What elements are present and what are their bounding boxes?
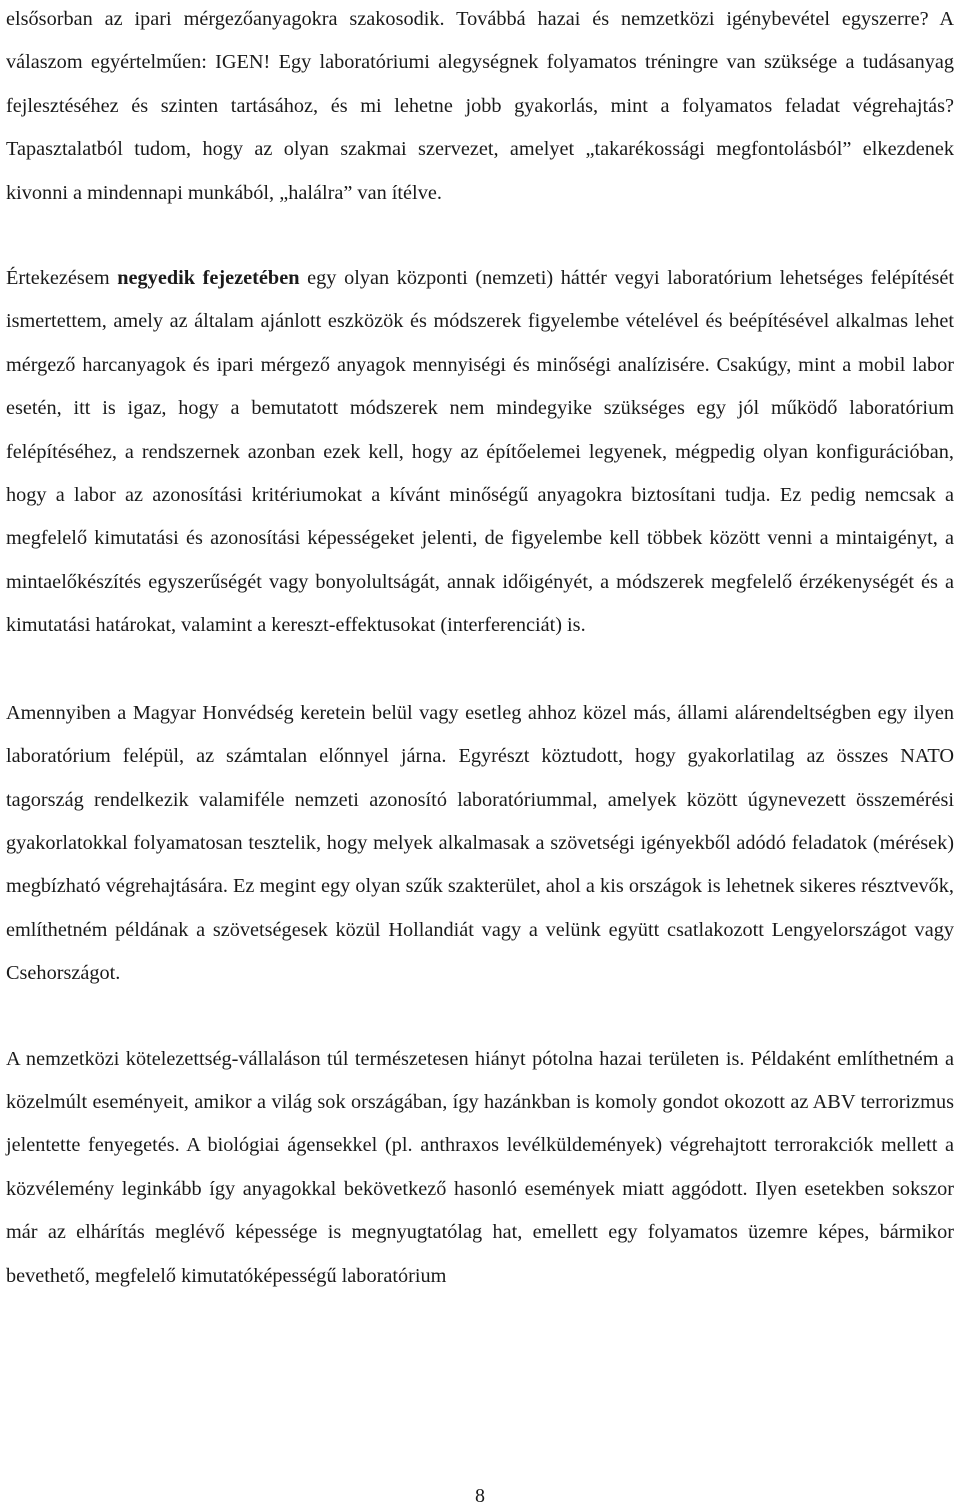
paragraph-spacer xyxy=(6,215,954,257)
paragraph-2 xyxy=(6,257,954,648)
document-page xyxy=(6,0,954,1298)
paragraph-2-text: egy olyan központi (nemzeti) háttér vegyi laboratórium lehetséges felépítését ismertettem, amely az általam ajánlott eszközök és módszerek figyelembe vételével és beépítésével alkalmas lehet mérgező harcanyagok és ipari mérgező anyagok mennyiségi és minőségi analízisére. Csakúgy, mint a mobil labor esetén, itt is igaz, hogy a bemutatott módszerek nem mindegyike szükséges egy jól működő laboratórium felépítéséhez, a rendszernek azonban ezek kell, hogy az építőelemei legyenek, mégpedig olyan konfigurációban, hogy a labor az azonosítási kritériumokat a kívánt minőségű anyagokra biztosítani tudja. Ez pedig nemcsak a megfelelő kimutatási és azonosítási képességeket jelenti, de figyelembe kell többek között venni a mintaigényt, a mintaelőkészítés egyszerűségét vagy bonyolultságát, annak időigényét, a módszerek megfelelő érzékenységét és a kimutatási határokat, valamint a kereszt-effektusokat (interferenciát) is. xyxy=(6,267,954,637)
page-number: 8 xyxy=(475,1485,485,1507)
paragraph-2-bold: negyedik fejezetében xyxy=(117,267,300,290)
paragraph-1 xyxy=(6,0,954,215)
paragraph-4-text: A nemzetközi kötelezettség-vállaláson túl természetesen hiányt pótolna hazai területen is. Példaként említhetném a közelmúlt eseményeit, amikor a világ sok országában, így hazánkban is komoly gondot okozott az ABV terrorizmus jelentette fenyegetés. A biológiai ágensekkel (pl. anthraxos levélküldemények) végrehajtott terrorakciók mellett a közvélemény leginkább így anyagokkal bekövetkező hasonló események miatt aggódott. Ilyen esetekben sokszor már az elhárítás meglévő képessége is megnyugtatólag hat, emellett egy folyamatos üzemre képes, bármikor bevethető, megfelelő kimutatóképességű laboratórium xyxy=(6,1047,954,1287)
paragraph-spacer xyxy=(6,996,954,1038)
paragraph-4 xyxy=(6,1038,954,1298)
paragraph-3-text: Amennyiben a Magyar Honvédség keretein belül vagy esetleg ahhoz közel más, állami alárendeltségben egy ilyen laboratórium felépül, az számtalan előnnyel járna. Egyrészt köztudott, hogy gyakorlatilag az összes NATO tagország rendelkezik valamiféle nemzeti azonosító laboratóriummal, amelyek között úgynevezett összemérési gyakorlatokkal folyamatosan tesztelik, hogy melyek alkalmasak a szövetségi igényekből adódó feladatok (mérések) megbízható végrehajtására. Ez megint egy olyan szűk szakterület, ahol a kis országok is lehetnek sikeres résztvevők, említhetném példának a szövetségesek közül Hollandiát vagy a velünk együtt csatlakozott Lengyelországot vagy Csehországot. xyxy=(6,701,954,985)
paragraph-spacer xyxy=(6,648,954,692)
paragraph-2-lead: Értekezésem xyxy=(6,267,118,290)
paragraph-3 xyxy=(6,692,954,996)
paragraph-1-text: elsősorban az ipari mérgezőanyagokra szakosodik. Továbbá hazai és nemzetközi igénybevétel egyszerre? A válaszom egyértelműen: IGEN! Egy laboratóriumi alegységnek folyamatos tréningre van szüksége a tudásanyag fejlesztéséhez és szinten tartásához, és mi lehetne jobb gyakorlás, mint a folyamatos feladat végrehajtás? Tapasztalatból tudom, hogy az olyan szakmai szervezet, amelyet „takarékossági megfontolásból” elkezdenek kivonni a mindennapi munkából, „halálra” van ítélve. xyxy=(6,8,954,204)
